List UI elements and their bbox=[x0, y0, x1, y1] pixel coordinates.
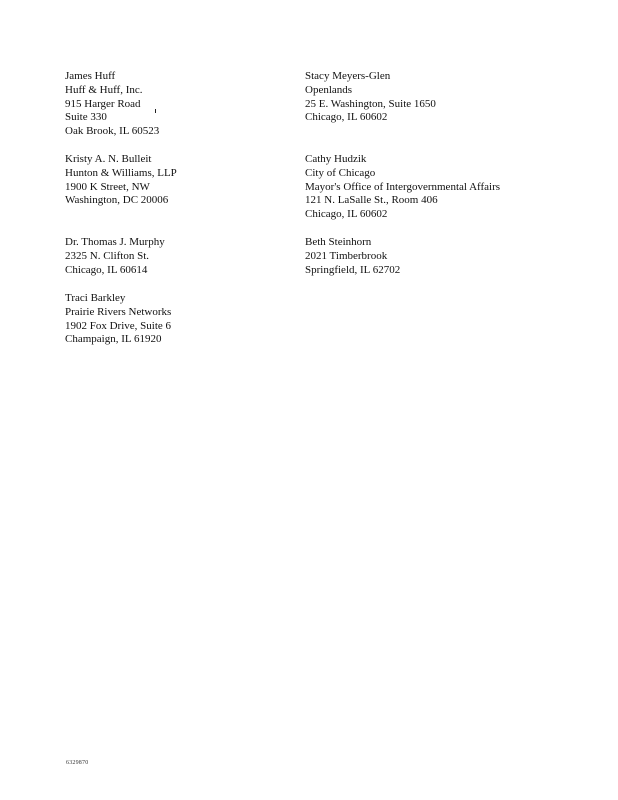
street-line: 1900 K Street, NW bbox=[65, 180, 150, 193]
recipient-name: James Huff bbox=[65, 70, 116, 82]
recipient-name: Beth Steinhorn bbox=[305, 236, 372, 248]
recipient-name: Kristy A. N. Bulleit bbox=[65, 153, 152, 165]
recipient-name: Stacy Meyers-Glen bbox=[305, 70, 391, 82]
city-state-zip: Chicago, IL 60602 bbox=[305, 111, 388, 124]
address-block bbox=[305, 236, 400, 277]
city-state-zip: Springfield, IL 62702 bbox=[305, 263, 401, 276]
organization: Hunton & Williams, LLP bbox=[65, 166, 177, 179]
address-block bbox=[65, 292, 171, 347]
address-block bbox=[305, 153, 500, 222]
recipient-name: Dr. Thomas J. Murphy bbox=[65, 236, 165, 248]
city-state-zip: Washington, DC 20006 bbox=[65, 194, 169, 207]
document-id-code: 6329870 bbox=[66, 760, 89, 766]
organization: Huff & Huff, Inc. bbox=[65, 83, 143, 96]
recipient-name: Cathy Hudzik bbox=[305, 153, 367, 165]
organization: Prairie Rivers Networks bbox=[65, 305, 172, 318]
organization: City of Chicago bbox=[305, 166, 376, 179]
department: Mayor's Office of Intergovernmental Affairs bbox=[305, 180, 501, 193]
recipient-name: Traci Barkley bbox=[65, 292, 126, 304]
address-block bbox=[305, 70, 436, 125]
address-block bbox=[65, 70, 159, 139]
street-line: 2021 Timberbrook bbox=[305, 249, 388, 262]
street-line: 1902 Fox Drive, Suite 6 bbox=[65, 319, 172, 332]
scan-artifact-mark bbox=[155, 109, 156, 113]
street-line: 915 Harger Road bbox=[65, 97, 141, 110]
street-line: 2325 N. Clifton St. bbox=[65, 249, 150, 262]
address-block bbox=[65, 236, 165, 277]
city-state-zip: Oak Brook, IL 60523 bbox=[65, 125, 160, 138]
street-line: 25 E. Washington, Suite 1650 bbox=[305, 97, 436, 110]
address-block bbox=[65, 153, 177, 208]
street-line: 121 N. LaSalle St., Room 406 bbox=[305, 194, 438, 207]
suite-line: Suite 330 bbox=[65, 111, 107, 124]
city-state-zip: Chicago, IL 60614 bbox=[65, 263, 148, 276]
city-state-zip: Chicago, IL 60602 bbox=[305, 208, 388, 221]
organization: Openlands bbox=[305, 83, 353, 96]
city-state-zip: Champaign, IL 61920 bbox=[65, 333, 162, 346]
